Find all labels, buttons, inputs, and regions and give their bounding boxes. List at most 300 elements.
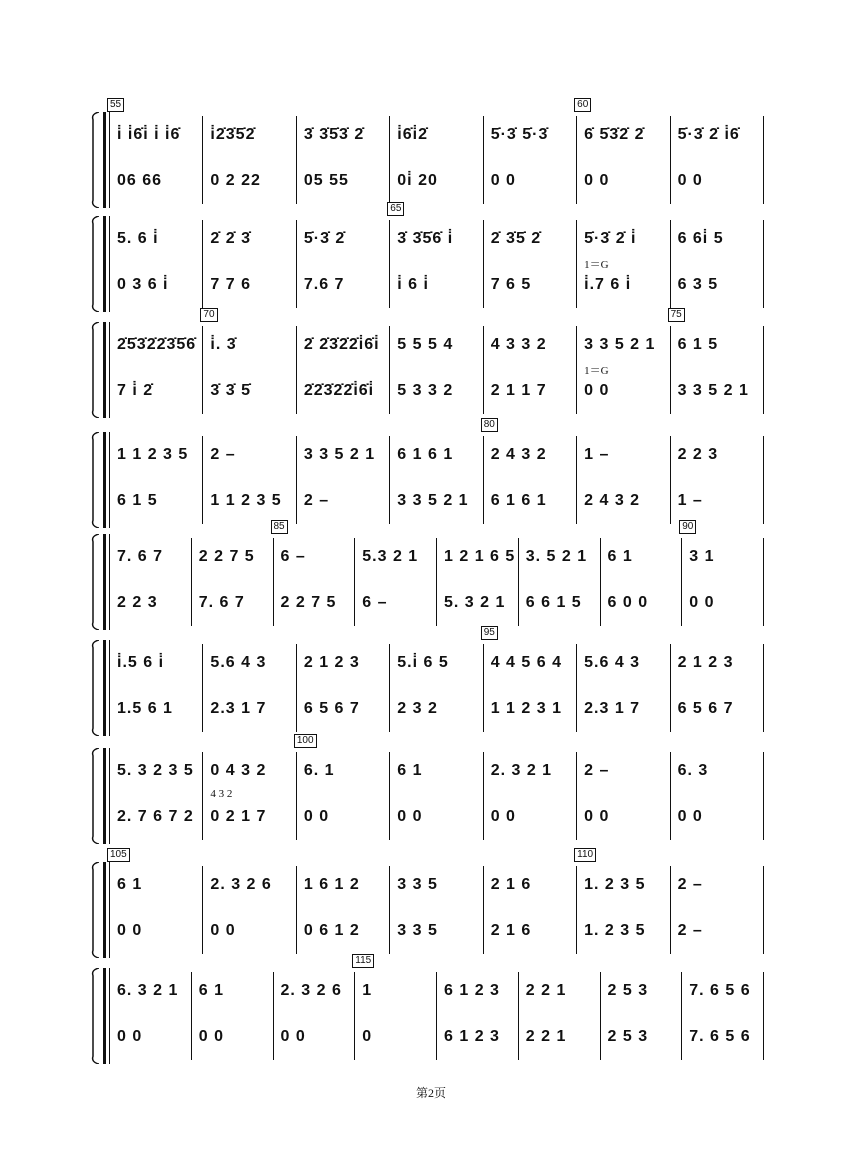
lower-voice: 0 0 [117,922,143,939]
barline [202,644,203,732]
barline [296,326,297,414]
measure [111,534,193,630]
measure [298,322,391,418]
system-bar-thin [109,322,110,418]
measure-number: 105 [107,848,130,862]
lower-voice: 0 0 [117,1028,143,1045]
upper-voice: i̇. 3̇ [210,336,237,353]
system-bar [103,640,106,736]
barline [436,972,437,1060]
barline [483,752,484,840]
barline [354,538,355,626]
system-bar-thin [109,216,110,312]
upper-voice: 1 2 1 6 5 [444,548,516,565]
lower-voice: 6 6 1 5 [525,594,582,611]
bracket-icon [91,322,99,418]
measure [193,968,275,1064]
barline [763,326,764,414]
lower-voice: 2 3 2 [397,700,438,717]
lower-voice: 0 3 6 i̇ [117,276,169,293]
barline [483,116,484,204]
bracket-icon [91,432,99,528]
upper-voice: 7. 6 5 6 [689,982,751,999]
upper-voice: 1 – [584,446,610,463]
measure-number: 60 [574,98,591,112]
upper-voice: 5̇·3̇ 2̇ i̇ [584,230,637,247]
system [95,99,770,208]
lower-voice: 2 4 3 2 [584,492,641,509]
measure [578,640,671,736]
barline [576,116,577,204]
measure-number: 75 [668,308,685,322]
measure [672,748,765,844]
measure [111,216,204,312]
key-annotation: 4 3 2 [210,788,233,800]
barline [681,972,682,1060]
measure [485,862,578,958]
upper-voice: i̇2̇3̇5̇2̇ [210,126,256,143]
lower-voice: 3̇ 3̇ 5̇ [210,382,252,399]
lower-voice: 0 0 [490,172,516,189]
barline [273,538,274,626]
measure [438,534,520,630]
barline [389,436,390,524]
upper-voice: 3 1 [689,548,715,565]
measure-number: 110 [574,848,596,862]
lower-voice: 2̇2̇3̇2̇2̇i̇6̇i̇ [303,382,375,399]
barline [518,538,519,626]
lower-voice: 0 0 [677,808,703,825]
upper-voice: 6 1 [198,982,224,999]
system-bar-thin [109,534,110,630]
bracket-icon [91,748,99,844]
measure [485,748,578,844]
system-bar-thin [109,432,110,528]
barline [436,538,437,626]
measure [578,432,671,528]
lower-voice: 1 1 2 3 1 [490,700,562,717]
bracket-icon [91,534,99,630]
upper-voice: 6. 1 [303,762,335,779]
measure [298,216,391,312]
system-bar [103,862,106,958]
lower-voice: 2. 7 6 7 2 [117,808,194,825]
upper-voice: i̇.5 6 i̇ [117,654,165,671]
upper-voice: 3 3 5 [397,876,438,893]
lower-voice: 0 0 [677,172,703,189]
barline [483,866,484,954]
system [95,203,770,312]
barline [483,326,484,414]
barline [600,972,601,1060]
measure [602,968,684,1064]
measure-number: 65 [387,202,404,216]
system [95,627,770,736]
barline [296,436,297,524]
lower-voice: 2 2 7 5 [280,594,337,611]
lower-voice: 06 66 [117,172,163,189]
lower-voice: 2 – [677,922,703,939]
bracket-icon [91,112,99,208]
lower-voice: 6 1 6 1 [490,492,547,509]
measure [298,112,391,208]
lower-voice: 2.3 1 7 [584,700,641,717]
lower-voice: 0 0 [689,594,715,611]
barline [296,752,297,840]
upper-voice: 6 1 2 3 [444,982,500,999]
barline [763,436,764,524]
measure [355,955,438,1064]
upper-voice: 3̇ 3̇5̇6̇ i̇ [397,230,454,247]
system [95,849,770,958]
measure [578,322,671,418]
upper-voice: 2 – [677,876,703,893]
lower-voice: 7 i̇ 2̇ [117,382,154,399]
barline [389,116,390,204]
measure [110,99,204,208]
lower-voice: 0 0 [280,1028,306,1045]
measure [204,216,297,312]
system-bar [103,968,106,1064]
barline [576,326,577,414]
measure [672,216,765,312]
lower-voice: 7.6 7 [303,276,345,293]
barline [296,866,297,954]
measure [578,216,671,312]
measure [111,640,204,736]
upper-voice: 6̇ 5̇3̇2̇ 2̇ [584,126,645,143]
barline [191,538,192,626]
upper-voice: 4 4 5 6 4 [490,654,562,671]
upper-voice: 2 5 3 [607,982,649,999]
bracket-icon [91,862,99,958]
barline [670,644,671,732]
lower-voice: 6 0 0 [607,594,649,611]
measure [204,640,297,736]
upper-voice: 2 1 2 3 [677,654,734,671]
system-bar [103,112,106,208]
measure [111,432,204,528]
upper-voice: 2. 3 2 6 [210,876,272,893]
lower-voice: 1. 2 3 5 [584,922,646,939]
upper-voice: 5.3 2 1 [362,548,419,565]
barline [576,866,577,954]
measure-number: 115 [352,954,374,968]
upper-voice: 2̇ 3̇5̇ 2̇ [490,230,542,247]
lower-voice: 3 3 5 2 1 [397,492,469,509]
barline [389,326,390,414]
measure [193,534,275,630]
upper-voice: 1 1 2 3 5 [117,446,189,463]
measure-number: 90 [679,520,696,534]
measure-number: 95 [481,626,498,640]
measure [391,640,484,736]
barline [202,436,203,524]
measure [204,748,297,844]
barline [670,752,671,840]
lower-voice: 2.3 1 7 [210,700,267,717]
measure [275,968,357,1064]
barline [483,644,484,732]
lower-voice: 6 3 5 [677,276,719,293]
barline [202,116,203,204]
measure [683,968,765,1064]
measure [111,748,204,844]
measure [204,862,297,958]
lower-voice: 0 0 [303,808,330,825]
upper-voice: 7. 6 7 [117,548,164,565]
system [95,419,770,528]
measure [391,432,484,528]
upper-voice: 5̇·3̇ 2̇ i̇6̇ [677,126,740,143]
measure [391,748,484,844]
upper-voice: 2 1 6 [490,876,532,893]
page-footer: 第2页 [415,1086,446,1100]
barline [576,644,577,732]
barline [202,866,203,954]
lower-voice: 1.5 6 1 [117,700,173,717]
upper-voice: 6 1 [117,876,143,893]
upper-voice: 6. 3 2 1 [117,982,179,999]
lower-voice: 2 2 3 [117,594,158,611]
measure [298,432,391,528]
barline [600,538,601,626]
system [95,955,770,1064]
system-bar-thin [109,968,110,1064]
system [95,309,770,418]
lower-voice: 0 0 [584,172,610,189]
system-bar-thin [109,112,110,208]
bracket-icon [91,640,99,736]
system-bar [103,534,106,630]
measure-number: 80 [481,418,498,432]
key-annotation: 1＝G [584,365,609,377]
upper-voice: 1 6 1 2 [303,876,360,893]
measure [672,432,765,528]
barline [670,866,671,954]
lower-voice: i̇.7 6 i̇ [584,276,632,293]
measure [483,627,578,736]
barline [763,220,764,308]
measure [682,521,765,630]
measure [485,216,578,312]
measure-number: 100 [294,734,317,748]
barline [202,752,203,840]
lower-voice: 5 3 3 2 [397,382,454,399]
system-bar [103,748,106,844]
lower-voice: 6 1 2 3 [444,1028,500,1045]
lower-voice: 0 0 [490,808,516,825]
bracket-icon [91,968,99,1064]
lower-voice: 0 [362,1028,373,1045]
lower-voice: 2 1 6 [490,922,532,939]
lower-voice: 2 5 3 [607,1028,649,1045]
key-annotation: 1＝G [584,259,609,271]
measure [204,112,297,208]
upper-voice: 3̇ 3̇5̇3̇ 2̇ [303,126,365,143]
upper-voice: 2 2 1 [525,982,567,999]
upper-voice: 6 1 [397,762,423,779]
measure [298,862,391,958]
barline [296,644,297,732]
system-bar-thin [109,640,110,736]
upper-voice: 5.6 4 3 [584,654,641,671]
barline [389,220,390,308]
upper-voice: 5. 3 2 3 5 [117,762,194,779]
measure [520,968,602,1064]
upper-voice: 2̇ 2̇3̇2̇2̇i̇6̇i̇ [303,336,380,353]
barline [670,436,671,524]
lower-voice: 7 6 5 [490,276,532,293]
measure [298,640,391,736]
barline [670,326,671,414]
barline [202,220,203,308]
barline [389,866,390,954]
lower-voice: 0 2 1 7 [210,808,267,825]
barline [670,116,671,204]
lower-voice: 0 0 [210,922,236,939]
measure [203,309,297,418]
measure [391,112,484,208]
lower-voice: 6 – [362,594,388,611]
measure [483,419,578,528]
barline [576,436,577,524]
measure [296,735,391,844]
measure [577,99,671,208]
lower-voice: 1 1 2 3 5 [210,492,282,509]
measure [391,322,484,418]
upper-voice: 2 2 7 5 [198,548,255,565]
barline [296,116,297,204]
upper-voice: 6 – [280,548,306,565]
lower-voice: 0 6 1 2 [303,922,360,939]
measure [602,534,684,630]
lower-voice: 1 – [677,492,703,509]
lower-voice: 7 7 6 [210,276,252,293]
lower-voice: 0 0 [584,382,610,399]
upper-voice: 2̇ 2̇ 3̇ [210,230,252,247]
barline [763,644,764,732]
upper-voice: 0 4 3 2 [210,762,267,779]
measure [204,432,297,528]
lower-voice: 0 0 [198,1028,224,1045]
system-bar [103,216,106,312]
upper-voice: 5.i̇ 6 5 [397,654,449,671]
barline [389,644,390,732]
lower-voice: 0 0 [397,808,423,825]
barline [389,752,390,840]
lower-voice: 0i̇ 20 [397,172,438,189]
measure [672,862,765,958]
upper-voice: 5. 6 i̇ [117,230,159,247]
upper-voice: 6 1 6 1 [397,446,454,463]
upper-voice: 6. 3 [677,762,709,779]
lower-voice: 6 5 6 7 [303,700,360,717]
upper-voice: 2̇5̇3̇2̇2̇3̇5̇6̇ [117,336,197,353]
upper-voice: 5̇·3̇ 5̇·3̇ [490,126,549,143]
system-bar [103,432,106,528]
barline [202,326,203,414]
barline [576,752,577,840]
measure [670,309,765,418]
barline [483,436,484,524]
measure [390,203,484,312]
upper-voice: i̇ i̇6̇i̇ i̇ i̇6̇ [117,126,181,143]
lower-voice: 05 55 [303,172,349,189]
measure [111,322,204,418]
measure [438,968,520,1064]
lower-voice: 2 2 1 [525,1028,567,1045]
system-bar-thin [109,748,110,844]
measure-number: 55 [107,98,124,112]
measure [578,748,671,844]
upper-voice: 2. 3 2 6 [280,982,342,999]
barline [483,220,484,308]
barline [763,866,764,954]
lower-voice: 0 0 [584,808,610,825]
barline [763,972,764,1060]
upper-voice: 3. 5 2 1 [525,548,588,565]
upper-voice: 5 5 5 4 [397,336,454,353]
measure [356,534,438,630]
measure [577,849,671,958]
measure [111,968,193,1064]
upper-voice: 2 – [210,446,236,463]
measure-number: 70 [200,308,217,322]
barline [518,972,519,1060]
measure [110,849,204,958]
system [95,521,770,630]
system [95,735,770,844]
bracket-icon [91,216,99,312]
lower-voice: 2 – [303,492,330,509]
upper-voice: 3 3 5 2 1 [303,446,376,463]
system-bar-thin [109,862,110,958]
upper-voice: 2 1 2 3 [303,654,360,671]
barline [763,116,764,204]
upper-voice: 4 3 3 2 [490,336,547,353]
measure [273,521,357,630]
measure [391,862,484,958]
lower-voice: 6 1 5 [117,492,158,509]
lower-voice: 2 1 1 7 [490,382,547,399]
upper-voice: 5̇·3̇ 2̇ [303,230,346,247]
upper-voice: 6 6i̇ 5 [677,230,724,247]
lower-voice: 5. 3 2 1 [444,594,506,611]
upper-voice: 1 [362,982,373,999]
lower-voice: 7. 6 5 6 [689,1028,751,1045]
measure [485,322,578,418]
barline [273,972,274,1060]
measure [520,534,602,630]
barline [354,972,355,1060]
upper-voice: 2. 3 2 1 [490,762,553,779]
measure [485,112,578,208]
upper-voice: 2 – [584,762,610,779]
upper-voice: 1. 2 3 5 [584,876,646,893]
measure [672,640,765,736]
system-bar [103,322,106,418]
barline [191,972,192,1060]
upper-voice: 5.6 4 3 [210,654,267,671]
barline [763,752,764,840]
measure-number: 85 [271,520,288,534]
lower-voice: 3 3 5 2 1 [677,382,749,399]
barline [670,220,671,308]
lower-voice: 3 3 5 [397,922,438,939]
upper-voice: 6 1 5 [677,336,719,353]
lower-voice: 6 5 6 7 [677,700,734,717]
